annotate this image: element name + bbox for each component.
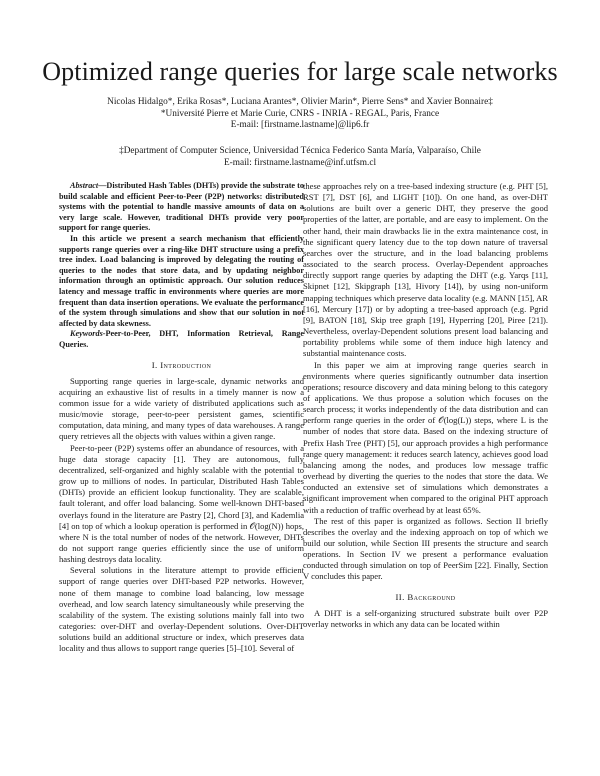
paper-title: Optimized range queries for large scale networks (42, 57, 558, 86)
abstract-paragraph-2: In this article we present a search mechanism that efficiently supports range queries over a ring-like DHT structure using a prefix tree index. Load balancing is improved by delegating the routing of queries to the nodes that store data, and by updating neighbor information through an optimistic approach. Our solution reduces latency and message traffic in environments where queries are more frequent than data insertion operations. We evaluate the performance of the system through simulations and show that our solution in not affected by data skewness. (59, 233, 304, 328)
affiliation-secondary: ‡Department of Computer Science, Universidad Técnica Federico Santa María, Valparaíso, Chile (119, 146, 481, 156)
body-paragraph: Several solutions in the literature attempt to provide efficient support of range queries over DHT-based P2P networks. However, none of them manage to combine load balancing, low message overhead, and low search latency simultaneously while preserving the scalability of the system. The existing solutions mainly fall into two categories: over-DHT and overlay-Dependent solutions. Over-DHT solutions build an additional structure or index, which preserves data locality and thus allows to support range queries [5]–[10]. Several of (59, 565, 304, 654)
affiliation-block-secondary (0, 146, 600, 169)
keywords (59, 329, 304, 350)
author-block (0, 97, 600, 132)
body-paragraph: A DHT is a self-organizing structured substrate built over P2P overlay networks in which any data can be located within (303, 607, 548, 629)
body-paragraph: Peer-to-peer (P2P) systems offer an abundance of resources, with a huge data storage capacity [1]. They are autonomous, fully decentralized, self-organized and highly scalable with the potential to grow up to millions of nodes. In particular, Distributed Hash Tables (DHTs) provide an efficient lookup functionality. They are scalable, fault tolerant, and offer load balancing. Some well-known DHT-based overlays found in the literature are Pastry [2], Chord [3], and Kademlia [4] on top of which a lookup operation is performed in 𝒪(log(N)) hops, where N is the total number of nodes of the network. However, DHTs do not support range queries efficiently since the use of uniform hashing destroys data locality. (59, 442, 304, 565)
body-paragraph: The rest of this paper is organized as follows. Section II briefly describes the overlay and the indexing approach on top of which we build our solution, while Section III presents the structure and search operations. In Section IV we present a performance evaluation conducted through simulation on top of PeerSim [22]. Finally, Section V concludes this paper. (303, 515, 548, 582)
abstract-label: Abstract (70, 181, 99, 190)
left-column (59, 181, 304, 655)
section-heading-background: II. Background (395, 591, 456, 602)
abstract-paragraph (59, 181, 304, 234)
body-paragraph: In this paper we aim at improving range queries search in environments where queries significantly outnumber data insertion operations; resource discovery and data mining belong to this category of applications. We thus propose a solution which focuses on the search process; it works independently of the data distribution and can perform range queries in the order of 𝒪(log(L)) steps, where L is the number of nodes that store data. Based on the indexing structure of Prefix Hash Tree (PHT) [5], our approach provides a high performance range query management: it reduces search latency, achieves good load balancing among the nodes, and produces low message traffic overhead by diverting the queries to the nodes that store the data. We conducted an extensive set of simulations which demonstrates a significant improvement when compared to the original PHT approach with a reduction of traffic overhead by at least 65%. (303, 359, 548, 515)
body-paragraph: Supporting range queries in large-scale, dynamic networks and acquiring an exhaustive list of results in a timely manner is now a common issue for a wide variety of distributed applications such as music/movie storage, peer-to-peer persistent games, scientific computation, data mining, and many types of data warehouses. A range query retrieves all the objects with values within a given range. (59, 375, 304, 442)
section-heading-introduction: I. Introduction (151, 359, 212, 370)
right-column (303, 181, 548, 630)
body-paragraph: these approaches rely on a tree-based indexing structure (e.g. PHT [5], RST [7], DST [6], and LIGHT [10]). On one hand, as over-DHT solutions are built over a generic DHT, they preserve the good properties of the latter, are portable, and are easy to implement. On the other hand, their main drawbacks lie in the extra maintenance cost, in the significant query latency due to the top down nature of traversal searches over the structure, and in the load balancing problems associated to the search process. Overlay-Dependent approaches directly support range queries by adapting the DHT (e.g. Yarqs [11], Skipnet [12], Skipgraph [13], Hivory [14]), by using non-uniform mapping techniques which preserve data locality (e.g. MANN [15], AR [16], Mercury [17]) or by adopting a tree-based approach (e.g. Pgrid [9], BATON [18], Skip tree graph [19], Hyperring [20], Piree [21]). Nevertheless, overlay-Dependent solutions present load balancing and portability problems while some of them induce high latency and substantial maintenance costs. (303, 181, 548, 359)
keywords-label: Keywords (70, 329, 103, 339)
abstract-text: —Distributed Hash Tables (DHTs) provide the substrate to build scalable and efficient Peer-to-Peer (P2P) networks: distributed systems with the potential to handle massive amounts of data on a very large scale. However, traditional DHTs provide very poor support for range queries. (59, 181, 304, 233)
email-secondary: E-mail: firstname.lastname@inf.utfsm.cl (223, 157, 377, 168)
affiliation-primary: *Université Pierre et Marie Curie, CNRS - INRIA - REGAL, Paris, France (160, 108, 440, 119)
email-primary: E-mail: [firstname.lastname]@lip6.fr (230, 120, 370, 130)
keywords-text: -Peer-to-Peer, DHT, Information Retrieval, Range Queries. (59, 329, 304, 349)
author-list: Nicolas Hidalgo*, Erika Rosas*, Luciana Arantes*, Olivier Marin*, Pierre Sens* and Xavier Bonnaire‡ (107, 97, 493, 107)
